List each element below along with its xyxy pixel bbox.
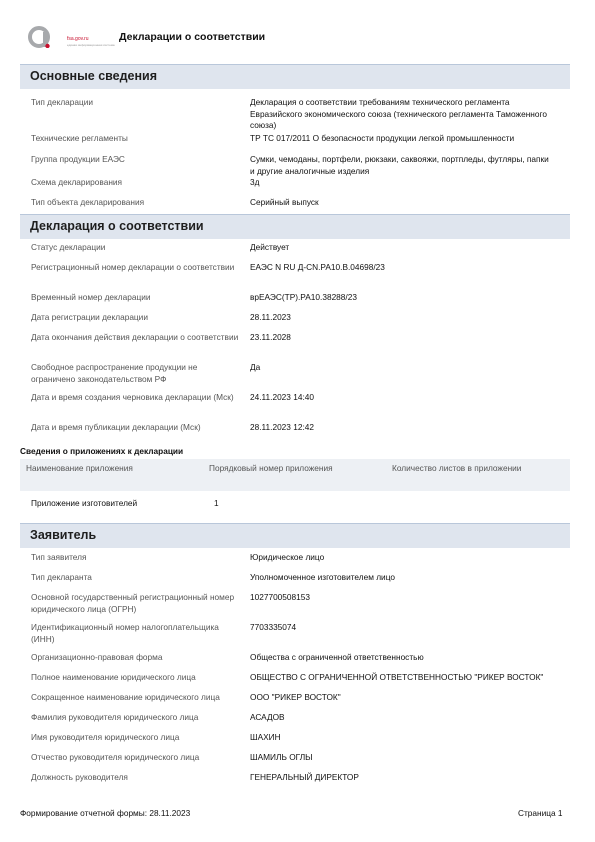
page-title: Декларации о соответствии (119, 31, 266, 43)
column-header-number: Порядковый номер приложения (209, 463, 333, 473)
head-lastname-label: Фамилия руководителя юридического лица (31, 712, 199, 722)
head-firstname-label: Имя руководителя юридического лица (31, 732, 180, 742)
reg-number-value: ЕАЭС N RU Д-CN.РА10.В.04698/23 (250, 262, 385, 272)
page-header (26, 22, 566, 56)
column-header-sheets: Количество листов в приложении (392, 463, 522, 473)
draft-date-value: 24.11.2023 14:40 (250, 392, 314, 402)
report-generated-date: Формирование отчетной формы: 28.11.2023 (20, 808, 191, 818)
section-title: Заявитель (30, 528, 97, 542)
fsa-logo-icon (28, 26, 50, 48)
head-patronymic-value: ШАМИЛЬ ОГЛЫ (250, 752, 313, 762)
publish-date-label: Дата и время публикации декларации (Мск) (31, 422, 201, 432)
publish-date-value: 28.11.2023 12:42 (250, 422, 314, 432)
head-position-label: Должность руководителя (31, 772, 128, 782)
inn-value: 7703335074 (250, 622, 297, 632)
ogrn-value: 1027700508153 (250, 592, 310, 602)
draft-date-label: Дата и время создания черновика декларации (Мск) (31, 392, 234, 402)
temp-number-value: врЕАЭС(ТР).РА10.38288/23 (250, 292, 357, 302)
declaration-type-value: Декларация о соответствии требованиям технического регламента Евразийского экономического союза (технического регламента Таможенного союза) (250, 97, 547, 130)
reg-date-label: Дата регистрации декларации (31, 312, 148, 322)
inn-label: Идентификационный номер налогоплательщика (ИНН) (31, 622, 219, 644)
object-type-value: Серийный выпуск (250, 197, 319, 207)
page-number: Страница 1 (518, 808, 563, 818)
section-applicant (20, 523, 570, 548)
declarant-type-label: Тип декларанта (31, 572, 92, 582)
logo-text: fsa.gov.ru (67, 36, 89, 42)
head-position-value: ГЕНЕРАЛЬНЫЙ ДИРЕКТОР (250, 772, 359, 782)
product-group-value: Сумки, чемоданы, портфели, рюкзаки, саквояжи, портпледы, футляры, папки и другие аналогичные изделия (250, 154, 549, 176)
tech-regulations-label: Технические регламенты (31, 133, 128, 143)
temp-number-label: Временный номер декларации (31, 292, 151, 302)
reg-number-label: Регистрационный номер декларации о соответствии (31, 262, 235, 272)
status-label: Статус декларации (31, 242, 106, 252)
end-date-label: Дата окончания действия декларации о соответствии (31, 332, 239, 342)
section-title: Основные сведения (30, 69, 158, 83)
applicant-type-label: Тип заявителя (31, 552, 87, 562)
scheme-value: 3д (250, 177, 260, 187)
attachments-table-header (20, 459, 570, 491)
applicant-type-value: Юридическое лицо (250, 552, 325, 562)
tech-regulations-value: ТР ТС 017/2011 О безопасности продукции легкой промышленности (250, 133, 515, 143)
free-circulation-label: Свободное распространение продукции не ограничено законодательством РФ (31, 362, 198, 384)
head-lastname-value: АСАДОВ (250, 712, 285, 722)
product-group-label: Группа продукции ЕАЭС (31, 154, 125, 164)
head-patronymic-label: Отчество руководителя юридического лица (31, 752, 200, 762)
section-basic-info (20, 64, 570, 89)
legal-form-label: Организационно-правовая форма (31, 652, 163, 662)
declaration-type-label: Тип декларации (31, 97, 94, 107)
status-value: Действует (250, 242, 290, 252)
section-declaration (20, 214, 570, 239)
reg-date-value: 28.11.2023 (250, 312, 291, 322)
head-firstname-value: ШАХИН (250, 732, 281, 742)
scheme-label: Схема декларирования (31, 177, 123, 187)
attachment-name: Приложение изготовителей (31, 498, 138, 508)
ogrn-label: Основной государственный регистрационный номер юридического лица (ОГРН) (31, 592, 235, 614)
fsa-logo (26, 26, 115, 52)
attachment-number: 1 (214, 498, 219, 508)
full-name-value: ОБЩЕСТВО С ОГРАНИЧЕННОЙ ОТВЕТСТВЕННОСТЬЮ "РИКЕР ВОСТОК" (250, 672, 544, 682)
short-name-value: ООО "РИКЕР ВОСТОК" (250, 692, 341, 702)
attachments-title: Сведения о приложениях к декларации (20, 446, 184, 456)
full-name-label: Полное наименование юридического лица (31, 672, 196, 682)
declarant-type-value: Уполномоченное изготовителем лицо (250, 572, 395, 582)
end-date-value: 23.11.2028 (250, 332, 291, 342)
legal-form-value: Общества с ограниченной ответственностью (250, 652, 424, 662)
logo-subtitle: единая информационная система (67, 43, 115, 47)
section-title: Декларация о соответствии (30, 219, 204, 233)
object-type-label: Тип объекта декларирования (31, 197, 145, 207)
column-header-name: Наименование приложения (26, 463, 133, 473)
free-circulation-value: Да (250, 362, 261, 372)
short-name-label: Сокращенное наименование юридического лица (31, 692, 220, 702)
